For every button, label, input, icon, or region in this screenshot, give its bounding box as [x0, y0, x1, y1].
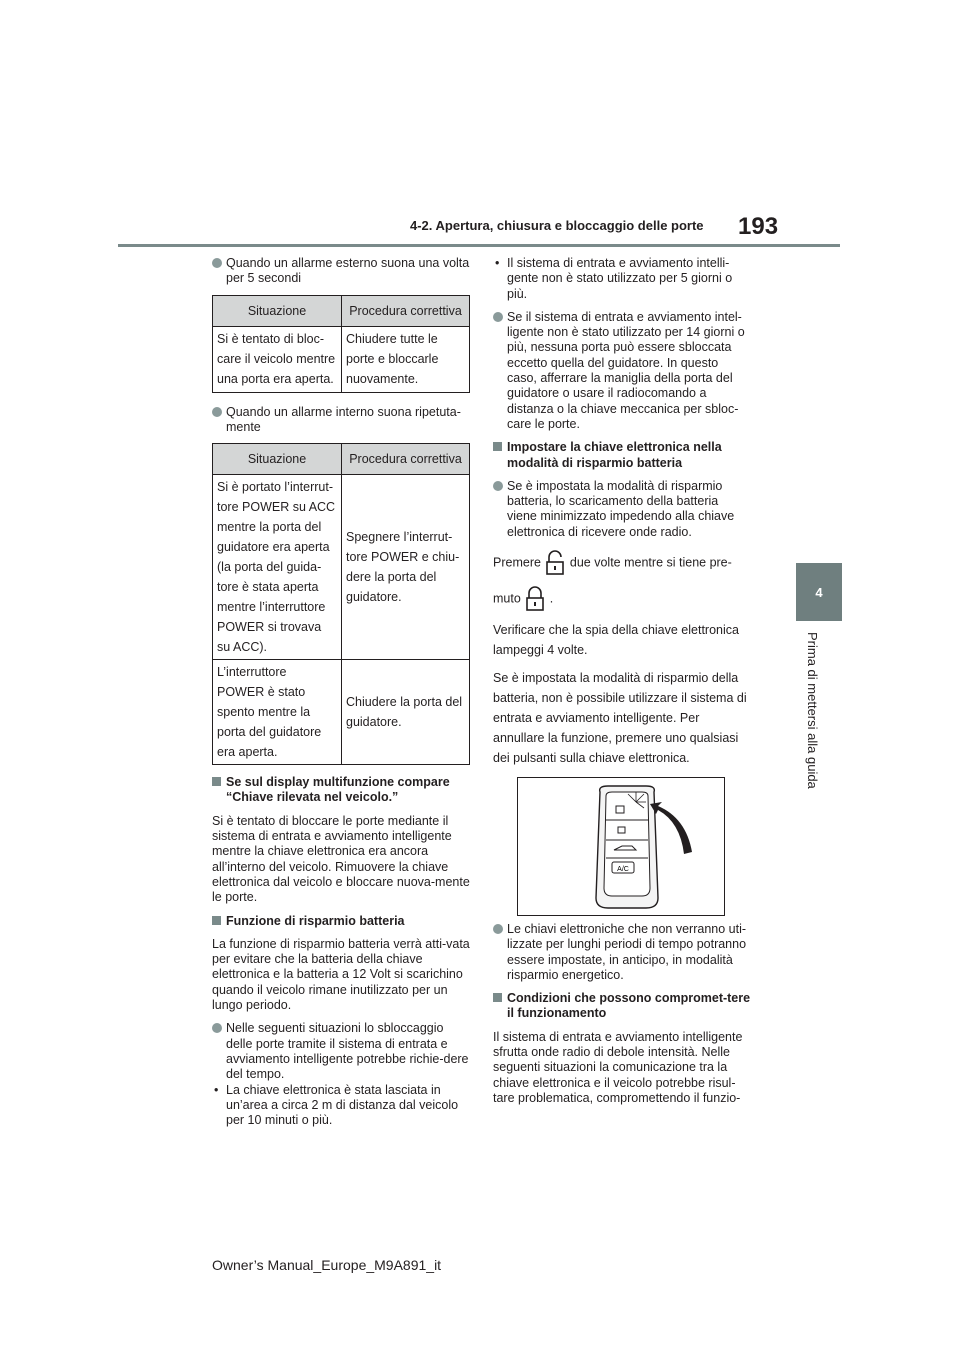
- square-marker: [212, 916, 221, 925]
- table-header: Procedura correttiva: [342, 295, 470, 326]
- chapter-label-text: Prima di mettersi alla guida: [805, 632, 820, 789]
- table-internal-alarm: [212, 443, 470, 765]
- section-title: 4-2. Apertura, chiusura e bloccaggio delle porte: [410, 218, 704, 233]
- dash-item-key-distance: • La chiave elettronica è stata lasciata in un’area a circa 2 m di distanza dal veicolo per 10 minuti o più.: [214, 1082, 459, 1128]
- press-instruction: Premere due volte mentre si tiene pre- muto .: [493, 550, 751, 612]
- bullet-dot: [493, 312, 503, 322]
- bullet-dot: [493, 924, 503, 934]
- bullet-dot: [493, 481, 503, 491]
- paragraph-battery-saving: La funzione di risparmio batteria verrà atti-vata per evitare che la batteria della chiave elettronica e la batteria a 12 Volt si scarichino quando il veicolo rimane inutilizzato per un lungo periodo.: [212, 936, 470, 1013]
- left-column: [212, 256, 470, 1136]
- bullet-saving-mode-info: Se è impostata la modalità di risparmio batteria, lo scaricamento della batteria viene minimizzato impedendo alla chiave elettronica di ricevere onde radio.: [493, 479, 751, 540]
- paragraph-key-detected: Si è tentato di bloccare le porte mediante il sistema di entrata e avviamento intelligente mentre la chiave elettronica era ancora all’interno del veicolo. Rimuovere la chiave elettronica dal veicolo e bloccare nuova-mente le porte.: [212, 813, 470, 905]
- bullet-internal-alarm: Quando un allarme interno suona ripetuta-mente: [212, 405, 470, 436]
- square-marker: [493, 993, 502, 1002]
- table-cell: Chiudere tutte le porte e bloccarle nuovamente.: [342, 326, 470, 392]
- paragraph-weak-radio: Il sistema di entrata e avviamento intelligente sfrutta onde radio di debole intensità. Nelle seguenti situazioni la comunicazione tra la chiave elettronica e il veicolo potrebbe risul-tare problematica, compromettendo il funzio-: [493, 1029, 743, 1105]
- heading-battery-saving: Funzione di risparmio batteria: [212, 914, 470, 929]
- square-marker: [212, 777, 221, 786]
- paragraph-indicator-flash: Verificare che la spia della chiave elettronica lampeggi 4 volte.: [493, 623, 739, 658]
- bullet-dot: [212, 258, 222, 268]
- right-column-lower: [493, 922, 751, 1114]
- ac-button-label: A/C: [617, 866, 629, 873]
- bullet-dot: [212, 407, 222, 417]
- dash-item-not-used-5-days: • Il sistema di entrata e avviamento intelli-gente non è stato utilizzato per 5 giorni o più.: [495, 256, 733, 301]
- table-external-alarm: [212, 295, 470, 393]
- chapter-tab: 4: [796, 563, 842, 621]
- page-number: 193: [738, 213, 779, 240]
- bullet-not-used-14-days: Se il sistema di entrata e avviamento intel-ligente non è stato utilizzato per 14 giorni o più, nessuna porta può essere sbloccata eccetto quella del guidatore. In questo caso, afferrare la maniglia della porta del guidatore o usare il radiocomando a distanza o la chiave meccanica per sbloc-care le porte.: [493, 310, 751, 432]
- heading-impairing-conditions: Condizioni che possono compromet-tere il funzionamento: [493, 991, 751, 1022]
- right-column: [493, 256, 751, 776]
- bullet-long-term-storage: Le chiavi elettroniche che non verranno uti-lizzate per lunghi periodi di tempo potranno essere impostate, in anticipo, in modalità risparmio energetico.: [493, 922, 751, 983]
- paragraph-cancel-saving: Se è impostata la modalità di risparmio della batteria, non è possibile utilizzare il sistema di entrata e avviamento intelligente. Per annullare la funzione, premere uno qualsiasi dei pulsanti sulla chiave elettronica.: [493, 671, 747, 766]
- table-header: Situazione: [213, 444, 342, 475]
- footer-text: Owner’s Manual_Europe_M9A891_it: [212, 1257, 442, 1273]
- heading-key-detected: Se sul display multifunzione compare “Chiave rilevata nel veicolo.”: [212, 775, 470, 806]
- bullet-external-alarm: Quando un allarme esterno suona una volta per 5 secondi: [212, 256, 470, 287]
- bullet-unlock-delay: Nelle seguenti situazioni lo sbloccaggio delle porte tramite il sistema di entrata e avviamento intelligente potrebbe richie-dere del tempo.: [212, 1021, 470, 1082]
- lock-icon: [524, 586, 546, 612]
- table-cell: Si è tentato di bloc- care il veicolo mentre una porta era aperta.: [213, 326, 342, 392]
- header-rule: [118, 244, 840, 247]
- table-cell: Si è portato l’interrut- tore POWER su ACC mentre la porta del guidatore era aperta (la porta del guida- tore è stata aperta mentre l’interruttore POWER si trovava su ACC).: [213, 475, 342, 660]
- chapter-label: [806, 632, 826, 802]
- unlock-icon: [544, 550, 566, 576]
- electronic-key-figure: [517, 777, 725, 916]
- table-cell: Spegnere l’interrut- tore POWER e chiu- dere la porta del guidatore.: [342, 475, 470, 660]
- table-cell: L’interruttore POWER è stato spento mentre la porta del guidatore era aperta.: [213, 660, 342, 765]
- heading-set-saving-mode: Impostare la chiave elettronica nella modalità di risparmio batteria: [493, 440, 751, 471]
- electronic-key-illustration: [518, 778, 724, 915]
- table-header: Situazione: [213, 295, 342, 326]
- table-cell: Chiudere la porta del guidatore.: [342, 660, 470, 765]
- table-header: Procedura correttiva: [342, 444, 470, 475]
- bullet-dot: [212, 1023, 222, 1033]
- square-marker: [493, 442, 502, 451]
